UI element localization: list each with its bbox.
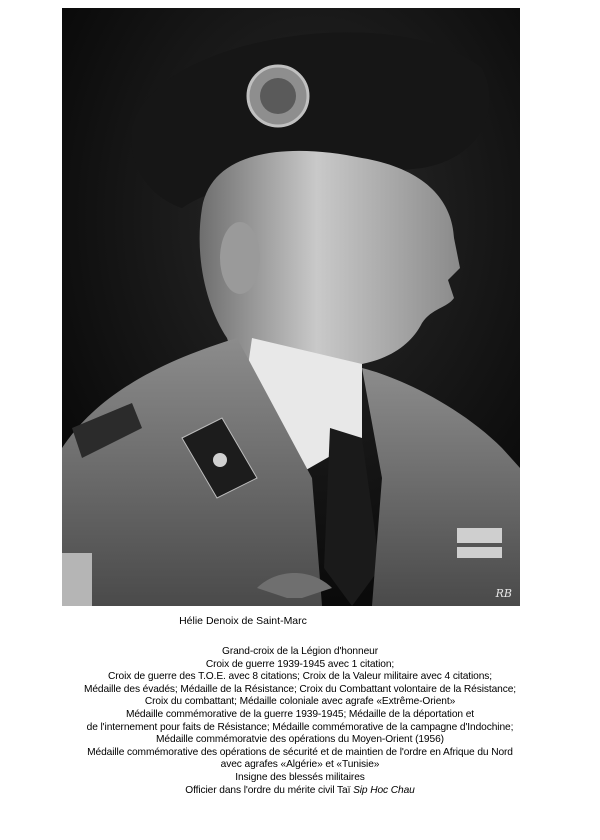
honor-line-last-italic: Sip Hoc Chau (353, 784, 415, 796)
honor-line: Insigne des blessés militaires (235, 771, 365, 783)
honor-line-last (0, 785, 600, 798)
honor-line: Médaille des évadés; Médaille de la Résistance; Croix du Combattant volontaire de la Résistance; (83, 683, 517, 695)
honor-line: Médaille commémorative de la guerre 1939-1945; Médaille de la déportation et (125, 708, 475, 720)
honor-line: Grand-croix de la Légion d'honneur (222, 646, 378, 657)
honors-list (0, 646, 600, 797)
honor-line: Croix de guerre 1939-1945 avec 1 citation; (205, 658, 395, 670)
honor-line-last-prefix: Officier dans l'ordre du mérite civil Taï (185, 784, 354, 796)
honor-line: de l'internement pour faits de Résistance; Médaille commémorative de la campagne d'Indochine; (86, 721, 514, 733)
portrait-photo (62, 8, 520, 606)
honor-line: Médaille commémorative des opérations de sécurité et de maintien de l'ordre en Afrique du Nord (87, 746, 513, 758)
honor-line: Croix de guerre des T.O.E. avec 8 citations; Croix de la Valeur militaire avec 4 citations; (107, 671, 493, 683)
portrait-illustration (62, 8, 520, 606)
portrait-caption: Hélie Denoix de Saint-Marc (179, 615, 307, 627)
honor-line: avec agrafes «Algérie» et «Tunisie» (220, 759, 380, 771)
photo-signature: RB (495, 587, 512, 600)
honor-line: Médaille commémoratvie des opérations du Moyen-Orient (1956) (156, 734, 444, 746)
honor-line: Croix du combattant; Médaille coloniale avec agrafe «Extrême-Orient» (144, 696, 456, 708)
